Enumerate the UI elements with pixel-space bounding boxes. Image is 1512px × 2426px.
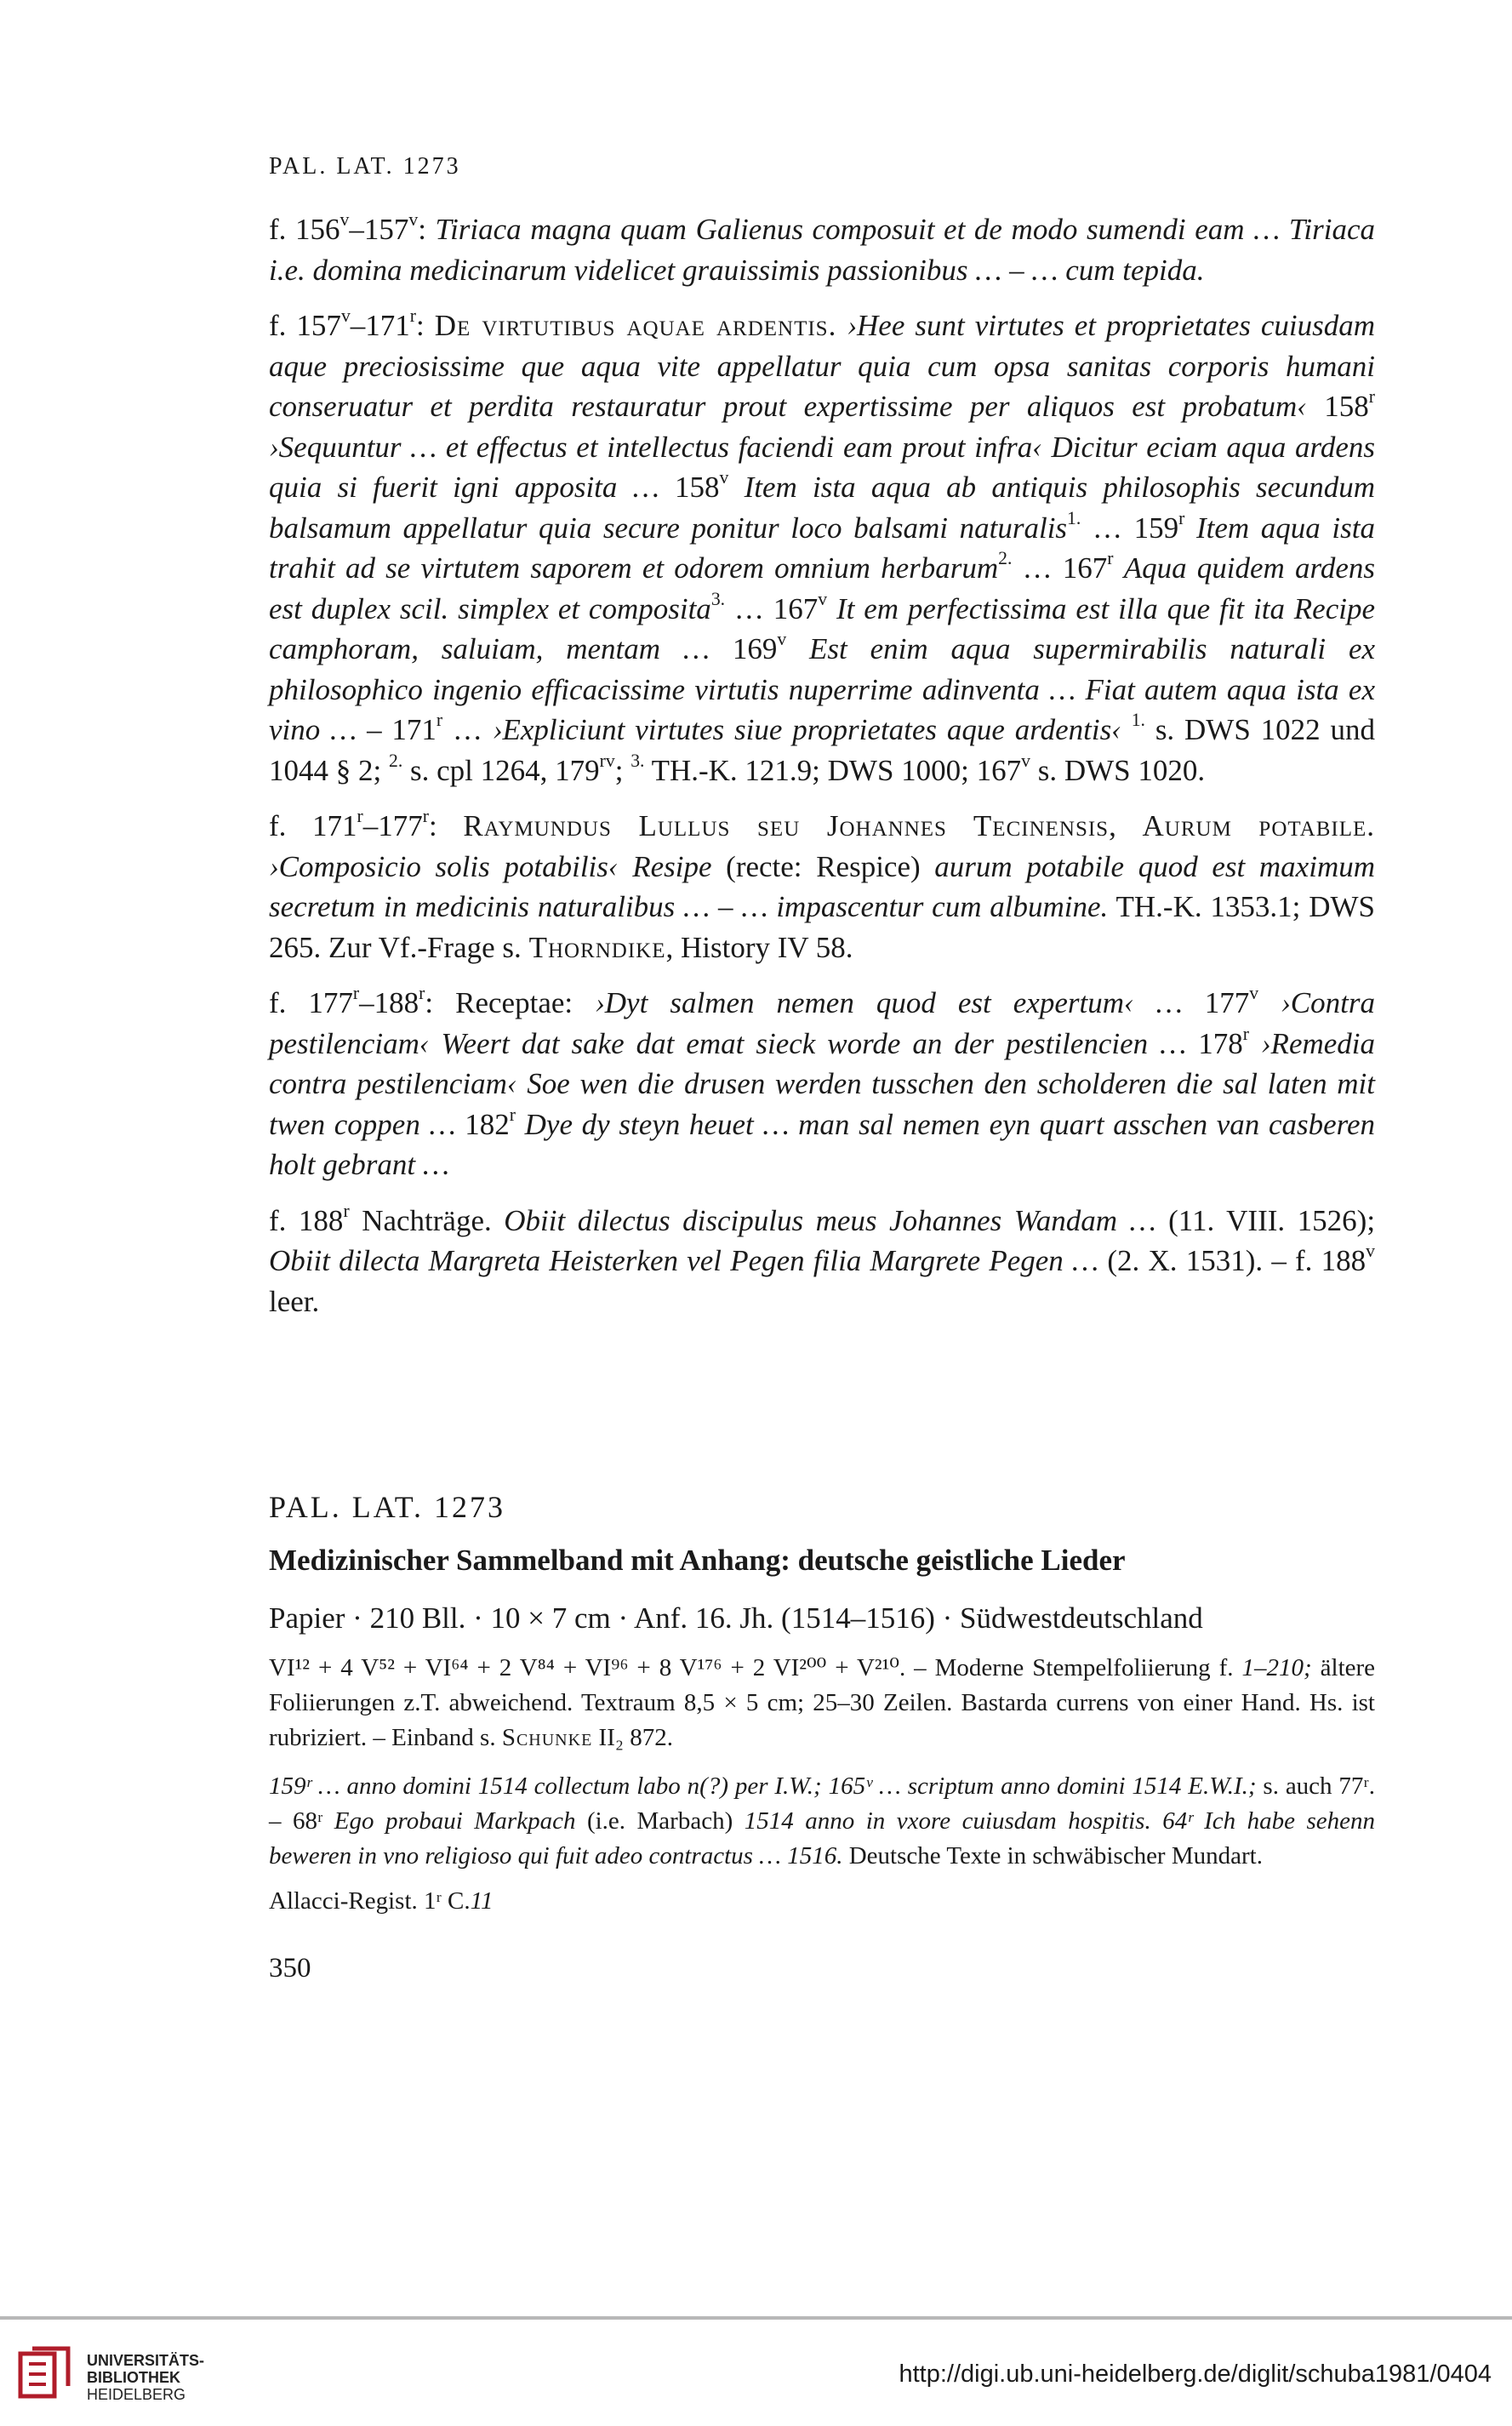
library-logo-text: UNIVERSITÄTS- BIBLIOTHEK HEIDELBERG bbox=[87, 2352, 205, 2403]
allacci-reference: Allacci-Regist. 1ʳ C.11 bbox=[269, 1887, 494, 1915]
content-entry: f. 188$^r$ Nachträge. Obiit dilectus discipulus meus Johannes Wandam … (11. VIII. 1526); Obiit dilecta Margreta Heisterken vel Pegen filia Margrete Pegen … (2. X. 1531). – f. 188$^v$ leer. bbox=[269, 1200, 1376, 1318]
content-entry: f. 156$^v$–157$^v$: Tiriaca magna quam Galienus composuit et de modo sumendi eam … Tiriaca i.e. domina medicinarum videlicet grauissimis passionibus … – … cum tepida. bbox=[269, 209, 1375, 287]
content-entry: f. 177$^r$–188$^r$: Receptae: ›Dyt salmen nemen quod est expertum‹ … 177$^v$ ›Contra pestilenciam‹ Weert dat sake dat emat sieck worde an der pestilencien … 178$^r$ ›Remedia contra pestilenciam‹ Soe wen die drusen werden tusschen den scholderen die sal laten mit twen coppen … 182$^r$ Dye dy steyn heuet … man sal nemen eyn quart asschen van casberen holt gebrant … bbox=[269, 983, 1376, 1181]
page-number: 350 bbox=[269, 1953, 311, 1984]
footer-divider bbox=[0, 2316, 1512, 2320]
source-url-link[interactable]: http://digi.ub.uni-heidelberg.de/diglit/schuba1981/0404 bbox=[899, 2360, 1492, 2388]
running-head: PAL. LAT. 1273 bbox=[269, 153, 461, 180]
dating-notes: 159ʳ … anno domini 1514 collectum labo n(?) per I.W.; 165ᵛ … scriptum anno domini 1514 E.W.I.; s. auch 77ʳ. – 68ʳ Ego probaui Markpach (i.e. Marbach) 1514 anno in vxore cuiusdam hospitis. 64ʳ Ich habe sehenn beweren in vno religioso qui fuit adeo contractus … 1516. Deutsche Texte in schwäbischer Mundart. bbox=[269, 1772, 1376, 1869]
catalog-entry bbox=[269, 1489, 1375, 1984]
physical-description: Papier · 210 Bll. · 10 × 7 cm · Anf. 16. Jh. (1514–1516) · Südwestdeutschland bbox=[269, 1601, 1203, 1635]
content-entry: f. 157$^v$–171$^r$: De virtutibus aquae ardentis. ›Hee sunt virtutes et proprietates cuiusdam aque preciosissime que aqua vite appellatur quia cum opsa sanitas corporis humani conseruatur et perdita restauratur prout expertissime per aliquos est probatum‹ 158$^r$ ›Sequuntur … et effectus et intellectus faciendi eam prout infra‹ Dicitur eciam aqua ardens quia si fuerit igni apposita … 158$^v$ Item ista aqua ab antiquis philosophis secundum balsamum appellatur quia secure ponitur loco balsami naturalis$^{1.}$ … 159$^r$ Item aqua ista trahit ad se virtutem saporem et odorem omnium herbarum$^{2.}$ … 167$^r$ Aqua quidem ardens est duplex scil. simplex et composita$^{3.}$ … 167$^v$ It em perfectissima est illa que fit ita Recipe camphoram, saluiam, mentam … 169$^v$ Est enim aqua supermirabilis naturali ex philosophico ingenio efficacissime virtutis nuperrime adinventa … Fiat autem aqua ista ex vino … – 171$^r$ … ›Expliciunt virtutes siue proprietates aque ardentis‹ $^{1.}$ s. DWS 1022 und 1044 § 2; $^{2.}$ s. cpl 1264, $179^{rv}$; $^{3.}$ TH.-K. 121.9; DWS 1000; 167$^v$ s. DWS 1020. bbox=[269, 305, 1376, 787]
codicological-description: VI¹² + 4 V⁵² + VI⁶⁴ + 2 V⁸⁴ + VI⁹⁶ + 8 V¹⁷⁶ + 2 VI²⁰⁰ + V²¹⁰. – Moderne Stempelfoliierung f. 1–210; ältere Foliierungen z.T. abweichend. Textraum 8,5 × 5 cm; 25–30 Zeilen. Bastarda currens von einer Hand. Hs. ist rubriziert. – Einband s. Schunke II₂ 872. bbox=[269, 1654, 1376, 1751]
entry-title: Raymundus Lullus seu Johannes Tecinensis, Aurum potabile. bbox=[463, 809, 1375, 842]
content-entry: f. 171$^r$–177$^r$: Raymundus Lullus seu Johannes Tecinensis, Aurum potabile. ›Composicio solis potabilis‹ Resipe (recte: Respice) aurum potabile quod est maximum secretum in medicinis naturalibus … – … impascentur cum albumine. TH.-K. 1353.1; DWS 265. Zur Vf.-Frage s. Thorndike, History IV 58. bbox=[269, 806, 1375, 964]
footer-bar bbox=[0, 2316, 1512, 2426]
library-logo-icon bbox=[17, 2345, 77, 2405]
manuscript-contents bbox=[269, 209, 1375, 1337]
section-heading: PAL. LAT. 1273 bbox=[269, 1490, 506, 1524]
entry-title: De virtutibus aquae ardentis. bbox=[434, 309, 837, 342]
section-title: Medizinischer Sammelband mit Anhang: deutsche geistliche Lieder bbox=[269, 1544, 1126, 1577]
